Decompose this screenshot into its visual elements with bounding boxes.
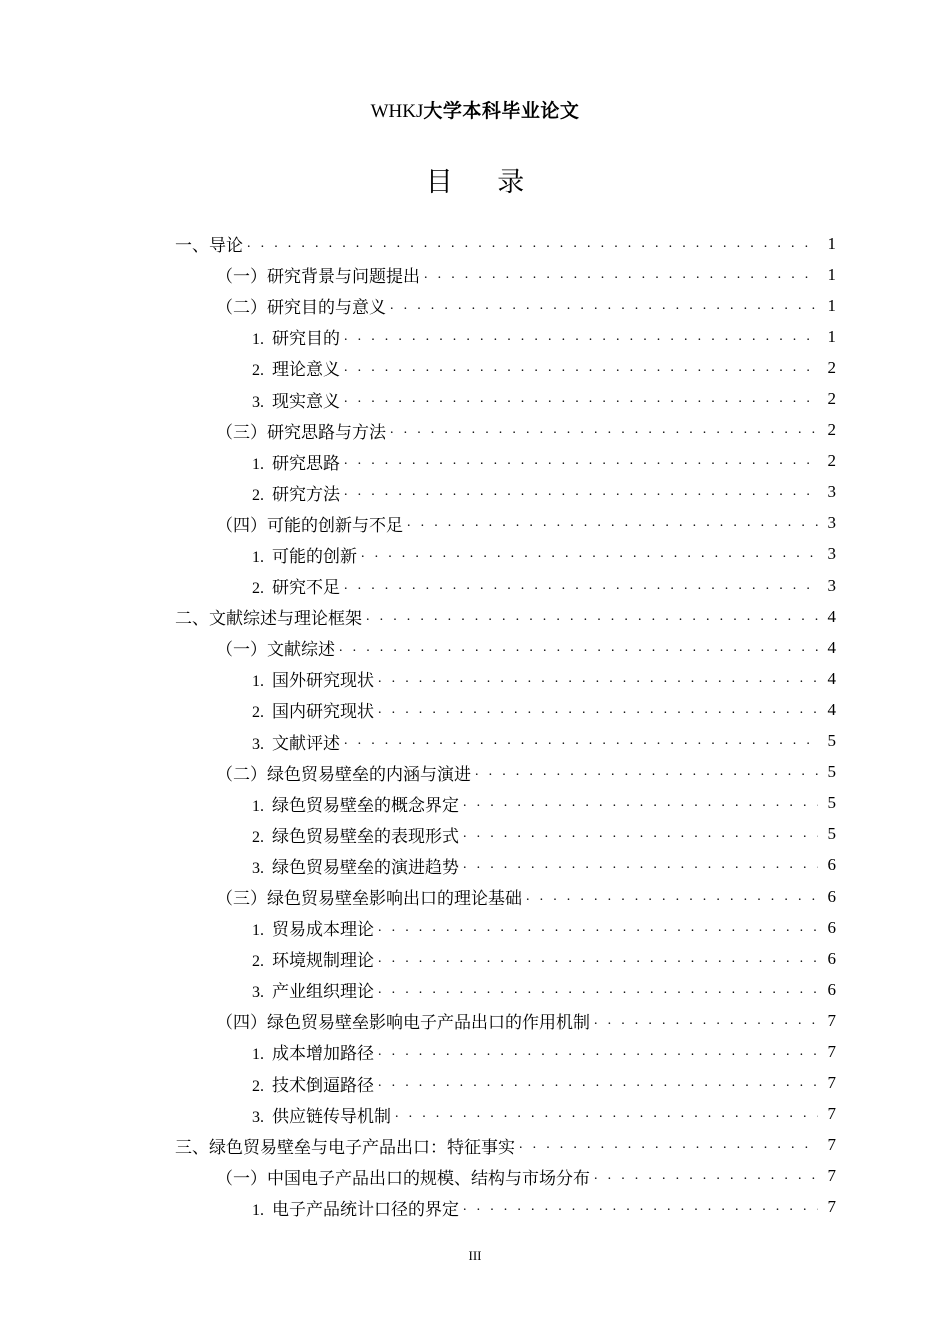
toc-entry[interactable] bbox=[0, 1036, 950, 1067]
toc-entry-number: 2. bbox=[252, 1077, 264, 1095]
toc-entry[interactable] bbox=[0, 663, 950, 694]
toc-entry-page: 1 bbox=[827, 233, 836, 253]
toc-entry[interactable] bbox=[0, 539, 950, 570]
toc-entry-label bbox=[252, 1039, 378, 1064]
toc-entry-page: 3 bbox=[827, 513, 836, 533]
toc-entry-label bbox=[216, 884, 526, 909]
toc-entry-title: 供应链传导机制 bbox=[272, 1106, 391, 1127]
toc-entry-title: 电子产品统计口径的界定 bbox=[272, 1199, 459, 1220]
toc-entry-label bbox=[216, 293, 390, 318]
toc-dot-leader bbox=[378, 1045, 818, 1059]
toc-entry[interactable] bbox=[0, 508, 950, 539]
toc-entry[interactable] bbox=[0, 446, 950, 477]
toc-entry[interactable] bbox=[0, 819, 950, 850]
toc-entry-title: 产业组织理论 bbox=[272, 982, 374, 1003]
toc-entry-number: 3. bbox=[252, 735, 264, 753]
toc-entry-label bbox=[252, 387, 344, 412]
toc-entry[interactable] bbox=[0, 788, 950, 819]
toc-entry-label bbox=[252, 666, 378, 691]
toc-entry-title: 国内研究现状 bbox=[272, 702, 374, 723]
toc-entry-title: 绿色贸易壁垒的表现形式 bbox=[272, 826, 459, 847]
toc-entry-number: 3. bbox=[252, 859, 264, 877]
toc-entry-label bbox=[216, 1164, 594, 1189]
toc-entry[interactable] bbox=[0, 1099, 950, 1130]
toc-entry[interactable] bbox=[0, 912, 950, 943]
toc-dot-leader bbox=[378, 672, 818, 686]
toc-entry-label bbox=[216, 511, 407, 536]
toc-entry-number: 1. bbox=[252, 1201, 264, 1219]
toc-entry-label bbox=[216, 418, 390, 443]
toc-entry-title: （一）文献综述 bbox=[216, 640, 335, 661]
toc-entry-label bbox=[252, 946, 378, 971]
toc-entry-number: 2. bbox=[252, 580, 264, 598]
toc-entry[interactable] bbox=[0, 1161, 950, 1192]
toc-entry-page: 7 bbox=[827, 1104, 836, 1124]
toc-entry-page: 2 bbox=[827, 451, 836, 471]
toc-entry-title: 研究思路 bbox=[272, 453, 340, 474]
toc-entry[interactable] bbox=[0, 1068, 950, 1099]
toc-entry-title: 技术倒逼路径 bbox=[272, 1075, 374, 1096]
header-code: WHKJ bbox=[370, 101, 424, 122]
toc-entry-label bbox=[252, 915, 378, 940]
toc-entry-title: 三、绿色贸易壁垒与电子产品出口：特征事实 bbox=[175, 1137, 515, 1158]
toc-entry-page: 6 bbox=[827, 855, 836, 875]
toc-entry-number: 1. bbox=[252, 455, 264, 473]
toc-entry[interactable] bbox=[0, 228, 950, 259]
toc-entry-page: 5 bbox=[827, 762, 836, 782]
toc-dot-leader bbox=[344, 361, 818, 375]
toc-entry-page: 3 bbox=[827, 544, 836, 564]
toc-entry-label bbox=[252, 729, 344, 754]
toc-entry[interactable] bbox=[0, 694, 950, 725]
toc-dot-leader bbox=[378, 703, 818, 717]
toc-entry-label bbox=[252, 480, 344, 505]
toc-entry-label bbox=[216, 262, 424, 287]
toc-entry-title: 贸易成本理论 bbox=[272, 920, 374, 941]
toc-entry-page: 6 bbox=[827, 948, 836, 968]
toc-entry-label bbox=[175, 231, 247, 256]
toc-entry-label bbox=[252, 791, 463, 816]
header-university-name: 大学本科毕业论文 bbox=[423, 100, 580, 122]
toc-title: 目 录 bbox=[425, 167, 543, 198]
toc-entry-label bbox=[252, 853, 463, 878]
toc-dot-leader bbox=[344, 579, 818, 593]
toc-entry-label bbox=[216, 1008, 594, 1033]
toc-dot-leader bbox=[463, 1200, 818, 1214]
toc-entry-title: 成本增加路径 bbox=[272, 1044, 374, 1065]
toc-dot-leader bbox=[390, 299, 818, 313]
toc-entry-label bbox=[252, 977, 378, 1002]
toc-entry[interactable] bbox=[0, 415, 950, 446]
toc-entry-title: 研究不足 bbox=[272, 578, 340, 599]
toc-dot-leader bbox=[594, 1014, 818, 1028]
toc-entry-title: 国外研究现状 bbox=[272, 671, 374, 692]
toc-dot-leader bbox=[463, 827, 818, 841]
toc-entry[interactable] bbox=[0, 570, 950, 601]
toc-entry-page: 2 bbox=[827, 357, 836, 377]
toc-entry-label bbox=[252, 1195, 463, 1220]
toc-entry-number: 1. bbox=[252, 1046, 264, 1064]
toc-entry-page: 3 bbox=[827, 482, 836, 502]
toc-dot-leader bbox=[463, 858, 818, 872]
toc-dot-leader bbox=[378, 1076, 818, 1090]
toc-entry-label bbox=[216, 760, 475, 785]
toc-entry-page: 2 bbox=[827, 389, 836, 409]
toc-entry-title: （二）研究目的与意义 bbox=[216, 298, 386, 319]
toc-dot-leader bbox=[344, 392, 818, 406]
toc-entry[interactable] bbox=[0, 352, 950, 383]
toc-entry-number: 2. bbox=[252, 486, 264, 504]
toc-entry-page: 7 bbox=[827, 1166, 836, 1186]
toc-dot-leader bbox=[526, 890, 818, 904]
toc-entry-label bbox=[252, 697, 378, 722]
toc-entry-title: （三）研究思路与方法 bbox=[216, 422, 386, 443]
toc-entry-number: 2. bbox=[252, 828, 264, 846]
toc-entry[interactable] bbox=[0, 383, 950, 414]
toc-entry-number: 3. bbox=[252, 1108, 264, 1126]
toc-entry-number: 3. bbox=[252, 984, 264, 1002]
toc-dot-leader bbox=[344, 454, 818, 468]
toc-dot-leader bbox=[247, 237, 818, 251]
toc-entry-number: 1. bbox=[252, 922, 264, 940]
toc-entry-page: 7 bbox=[827, 1197, 836, 1217]
toc-entry[interactable] bbox=[0, 290, 950, 321]
toc-entry-title: 文献评述 bbox=[272, 733, 340, 754]
toc-entry-page: 5 bbox=[827, 793, 836, 813]
toc-entry-title: （二）绿色贸易壁垒的内涵与演进 bbox=[216, 764, 471, 785]
toc-entry-page: 3 bbox=[827, 575, 836, 595]
toc-entry-title: （一）中国电子产品出口的规模、结构与市场分布 bbox=[216, 1168, 590, 1189]
toc-entry-number: 1. bbox=[252, 797, 264, 815]
toc-entry-page: 1 bbox=[827, 326, 836, 346]
toc-entry-page: 7 bbox=[827, 1041, 836, 1061]
table-of-contents bbox=[0, 228, 950, 1223]
toc-entry-page: 4 bbox=[827, 637, 836, 657]
toc-entry[interactable] bbox=[0, 321, 950, 352]
toc-dot-leader bbox=[594, 1169, 818, 1183]
toc-entry[interactable] bbox=[0, 601, 950, 632]
toc-entry-label bbox=[252, 1071, 378, 1096]
toc-entry-title: 理论意义 bbox=[272, 360, 340, 381]
toc-entry-page: 6 bbox=[827, 886, 836, 906]
toc-entry-number: 3. bbox=[252, 393, 264, 411]
toc-entry[interactable] bbox=[0, 259, 950, 290]
toc-entry-title: （三）绿色贸易壁垒影响出口的理论基础 bbox=[216, 889, 522, 910]
toc-entry-title: 研究方法 bbox=[272, 484, 340, 505]
toc-entry-number: 2. bbox=[252, 362, 264, 380]
toc-entry[interactable] bbox=[0, 726, 950, 757]
toc-dot-leader bbox=[344, 330, 818, 344]
toc-entry[interactable] bbox=[0, 850, 950, 881]
toc-entry-page: 1 bbox=[827, 264, 836, 284]
toc-entry-title: （一）研究背景与问题提出 bbox=[216, 267, 420, 288]
toc-entry-title: 可能的创新 bbox=[272, 546, 357, 567]
toc-entry[interactable] bbox=[0, 1005, 950, 1036]
toc-entry-title: 研究目的 bbox=[272, 329, 340, 350]
toc-entry-number: 2. bbox=[252, 704, 264, 722]
toc-dot-leader bbox=[344, 485, 818, 499]
toc-entry-label bbox=[175, 604, 366, 629]
document-header bbox=[0, 96, 950, 123]
toc-entry-page: 1 bbox=[827, 295, 836, 315]
toc-dot-leader bbox=[424, 268, 818, 282]
toc-entry-label bbox=[252, 355, 344, 380]
toc-entry-page: 2 bbox=[827, 420, 836, 440]
toc-entry-label bbox=[252, 324, 344, 349]
toc-entry-title: 现实意义 bbox=[272, 391, 340, 412]
page-number: III bbox=[468, 1248, 482, 1263]
toc-dot-leader bbox=[344, 734, 818, 748]
toc-entry-page: 6 bbox=[827, 979, 836, 999]
toc-entry[interactable] bbox=[0, 632, 950, 663]
toc-entry-label bbox=[216, 635, 339, 660]
toc-entry-label bbox=[252, 822, 463, 847]
toc-dot-leader bbox=[463, 796, 818, 810]
toc-entry-label bbox=[252, 542, 361, 567]
toc-dot-leader bbox=[407, 516, 818, 530]
toc-entry-title: 一、导论 bbox=[175, 236, 243, 257]
toc-dot-leader bbox=[395, 1107, 818, 1121]
toc-entry[interactable] bbox=[0, 1130, 950, 1161]
toc-entry-page: 7 bbox=[827, 1073, 836, 1093]
toc-dot-leader bbox=[390, 423, 818, 437]
toc-entry-number: 1. bbox=[252, 331, 264, 349]
toc-entry-number: 1. bbox=[252, 548, 264, 566]
toc-dot-leader bbox=[378, 952, 818, 966]
toc-entry-page: 4 bbox=[827, 606, 836, 626]
toc-entry-title: 绿色贸易壁垒的演进趋势 bbox=[272, 857, 459, 878]
toc-dot-leader bbox=[475, 765, 818, 779]
toc-entry-title: （四）可能的创新与不足 bbox=[216, 515, 403, 536]
toc-entry-label bbox=[252, 573, 344, 598]
toc-entry[interactable] bbox=[0, 881, 950, 912]
toc-entry-page: 7 bbox=[827, 1135, 836, 1155]
toc-dot-leader bbox=[378, 983, 818, 997]
toc-entry[interactable] bbox=[0, 477, 950, 508]
toc-entry-label bbox=[252, 1102, 395, 1127]
toc-entry-page: 6 bbox=[827, 917, 836, 937]
toc-entry-title: 环境规制理论 bbox=[272, 951, 374, 972]
toc-entry-page: 5 bbox=[827, 824, 836, 844]
toc-entry-page: 4 bbox=[827, 699, 836, 719]
toc-dot-leader bbox=[366, 610, 818, 624]
toc-entry[interactable] bbox=[0, 1192, 950, 1223]
toc-entry[interactable] bbox=[0, 757, 950, 788]
toc-dot-leader bbox=[339, 641, 818, 655]
toc-entry[interactable] bbox=[0, 943, 950, 974]
toc-entry-page: 4 bbox=[827, 668, 836, 688]
toc-dot-leader bbox=[361, 547, 818, 561]
toc-entry-label bbox=[252, 449, 344, 474]
toc-entry-number: 2. bbox=[252, 953, 264, 971]
toc-entry-page: 5 bbox=[827, 731, 836, 751]
toc-dot-leader bbox=[378, 921, 818, 935]
toc-dot-leader bbox=[519, 1138, 818, 1152]
toc-entry-title: 二、文献综述与理论框架 bbox=[175, 609, 362, 630]
toc-entry[interactable] bbox=[0, 974, 950, 1005]
toc-entry-page: 7 bbox=[827, 1010, 836, 1030]
toc-entry-title: 绿色贸易壁垒的概念界定 bbox=[272, 795, 459, 816]
toc-entry-title: （四）绿色贸易壁垒影响电子产品出口的作用机制 bbox=[216, 1013, 590, 1034]
toc-entry-number: 1. bbox=[252, 673, 264, 691]
toc-entry-label bbox=[175, 1133, 519, 1158]
